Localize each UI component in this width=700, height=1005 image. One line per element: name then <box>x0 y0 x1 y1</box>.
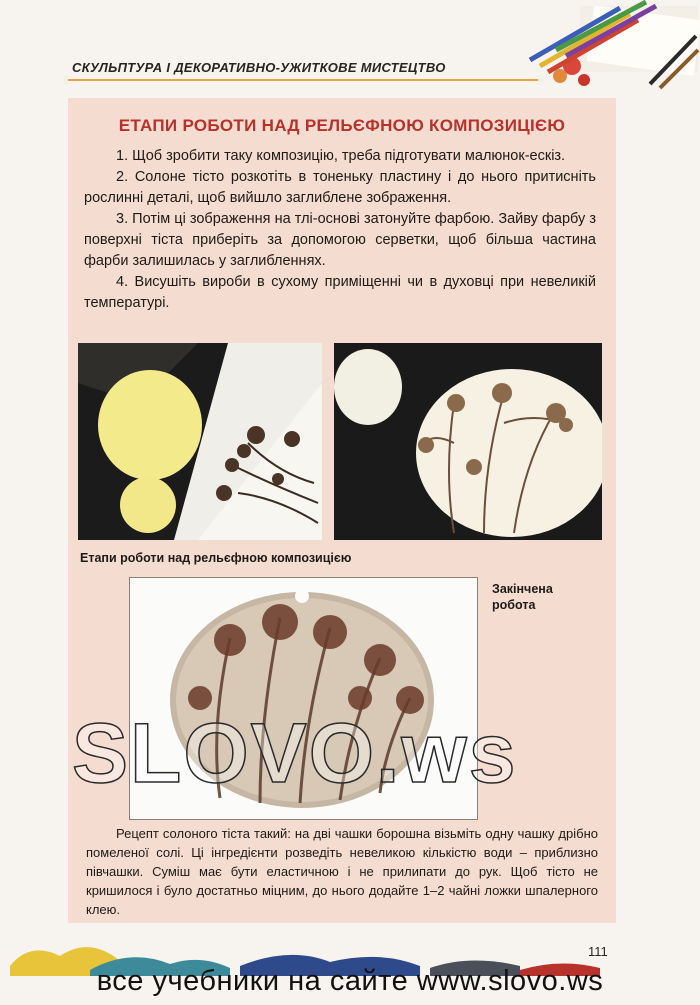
step-2: 2. Солоне тісто розкотіть в тоненьку пластину і до нього притисніть рослинні деталі, щоб вийшло заглиблене зображення. <box>84 169 596 206</box>
header-rule <box>68 79 538 81</box>
page-number: 111 <box>588 944 608 959</box>
photo-plant-pressed <box>334 343 602 540</box>
recipe-text: Рецепт солоного тіста такий: на дві чашки борошна візьміть одну чашку дрібно помеленої солі. Ці інгредієнти розведіть невеликою кількістю води – приблизно півчашки. Суміш має бути еластичною і не прилипати до рук. Щоб тісто не кришилося і було достатньо міцним, до нього додайте 1–2 чайні ложки шпалерного клею. <box>86 826 598 917</box>
step-3: 3. Потім ці зображення на тлі-основі затонуйте фарбою. Зайву фарбу з поверхні тіста приберіть за допомогою серветки, щоб більша частина фарби залишилась у заглибленнях. <box>84 211 596 269</box>
caption-stages: Етапи роботи над рельєфною композицією <box>80 551 352 565</box>
watermark: SLOVO.ws <box>72 706 518 800</box>
step-4: 4. Висушіть вироби в сухому приміщенні чи в духовці при невеликій температурі. <box>84 274 596 311</box>
steps-list <box>84 146 596 314</box>
caption-finished: Закінчена робота <box>492 582 553 612</box>
pencils-illustration <box>510 0 700 90</box>
section-title: ЕТАПИ РОБОТИ НАД РЕЛЬЄФНОЮ КОМПОЗИЦІЄЮ <box>118 116 566 135</box>
footer-link-text[interactable]: все учебники на сайте www.slovo.ws <box>96 965 604 997</box>
step-1: 1. Щоб зробити таку композицію, треба підготувати малюнок-ескіз. <box>116 148 566 164</box>
photo-dough-and-plants <box>78 343 322 540</box>
header-title: СКУЛЬПТУРА І ДЕКОРАТИВНО-УЖИТКОВЕ МИСТЕЦТВО <box>72 60 446 75</box>
recipe-paragraph <box>86 824 598 919</box>
page-header <box>0 0 700 90</box>
